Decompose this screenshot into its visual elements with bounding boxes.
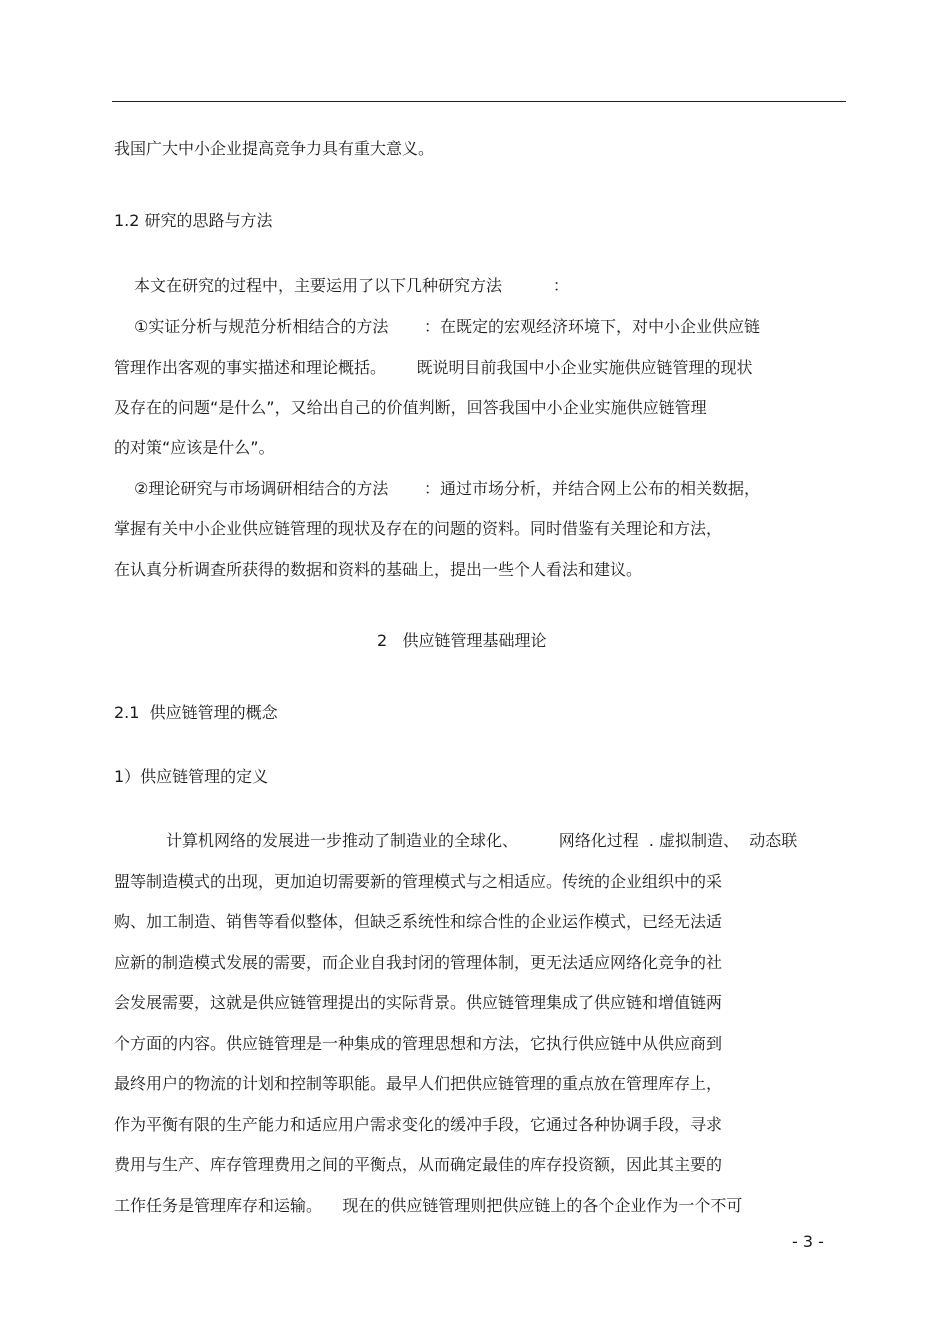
text-line-10: 在认真分析调查所获得的数据和资料的基础上，提出一些个人看法和建议。 (114, 560, 643, 579)
text-line-17: 应新的制造模式发展的需要，而企业自我封闭的管理体制，更无法适应网络化竞争的社 (114, 953, 723, 972)
section-heading-1-2: 1.2 研究的思路与方法 (114, 211, 273, 230)
text-line-14: 计算机网络的发展进一步推动了制造业的全球化、 网络化过程 . 虚拟制造、 动态联 (166, 831, 798, 850)
header-rule (112, 101, 846, 102)
text-line-18: 会发展需要，这就是供应链管理提出的实际背景。供应链管理集成了供应链和增值链两 (114, 993, 723, 1012)
text-line-23: 工作任务是管理库存和运输。 现在的供应链管理则把供应链上的各个企业作为一个不可 (114, 1196, 743, 1215)
page-number: - 3 - (792, 1232, 824, 1251)
text-line-20: 最终用户的物流的计划和控制等职能。最早人们把供应链管理的重点放在管理库存上， (114, 1074, 723, 1093)
text-line-9: 掌握有关中小企业供应链管理的现状及存在的问题的资料。同时借鉴有关理论和方法， (114, 519, 723, 538)
text-line-22: 费用与生产、库存管理费用之间的平衡点，从而确定最佳的库存投资额，因此其主要的 (114, 1155, 723, 1174)
text-line-5: 管理作出客观的事实描述和理论概括。 既说明目前我国中小企业实施供应链管理的现状 (114, 358, 753, 377)
text-line-8: ②理论研究与市场调研相结合的方法 ：通过市场分析，并结合网上公布的相关数据， (134, 479, 760, 498)
text-line-6: 及存在的问题“是什么”，又给出自己的价值判断，回答我国中小企业实施供应链管理 (114, 398, 707, 417)
text-line-16: 购、加工制造、销售等看似整体，但缺乏系统性和综合性的企业运作模式，已经无法适 (114, 912, 723, 931)
chapter-heading-2: 2 供应链管理基础理论 (377, 631, 547, 650)
text-line-3: 本文在研究的过程中，主要运用了以下几种研究方法 ： (134, 276, 569, 295)
text-line-19: 个方面的内容。供应链管理是一种集成的管理思想和方法，它执行供应链中从供应商到 (114, 1034, 723, 1053)
section-heading-2-1: 2.1 供应链管理的概念 (114, 703, 278, 722)
subsection-heading-1: 1）供应链管理的定义 (114, 767, 269, 786)
text-line-1: 我国广大中小企业提高竞争力具有重大意义。 (114, 139, 435, 158)
text-line-4: ①实证分析与规范分析相结合的方法 ：在既定的宏观经济环境下，对中小企业供应链 (134, 317, 760, 336)
text-line-7: 的对策“应该是什么”。 (114, 438, 275, 457)
text-line-21: 作为平衡有限的生产能力和适应用户需求变化的缓冲手段，它通过各种协调手段，寻求 (114, 1115, 723, 1134)
text-line-15: 盟等制造模式的出现，更加迫切需要新的管理模式与之相适应。传统的企业组织中的采 (114, 872, 723, 891)
